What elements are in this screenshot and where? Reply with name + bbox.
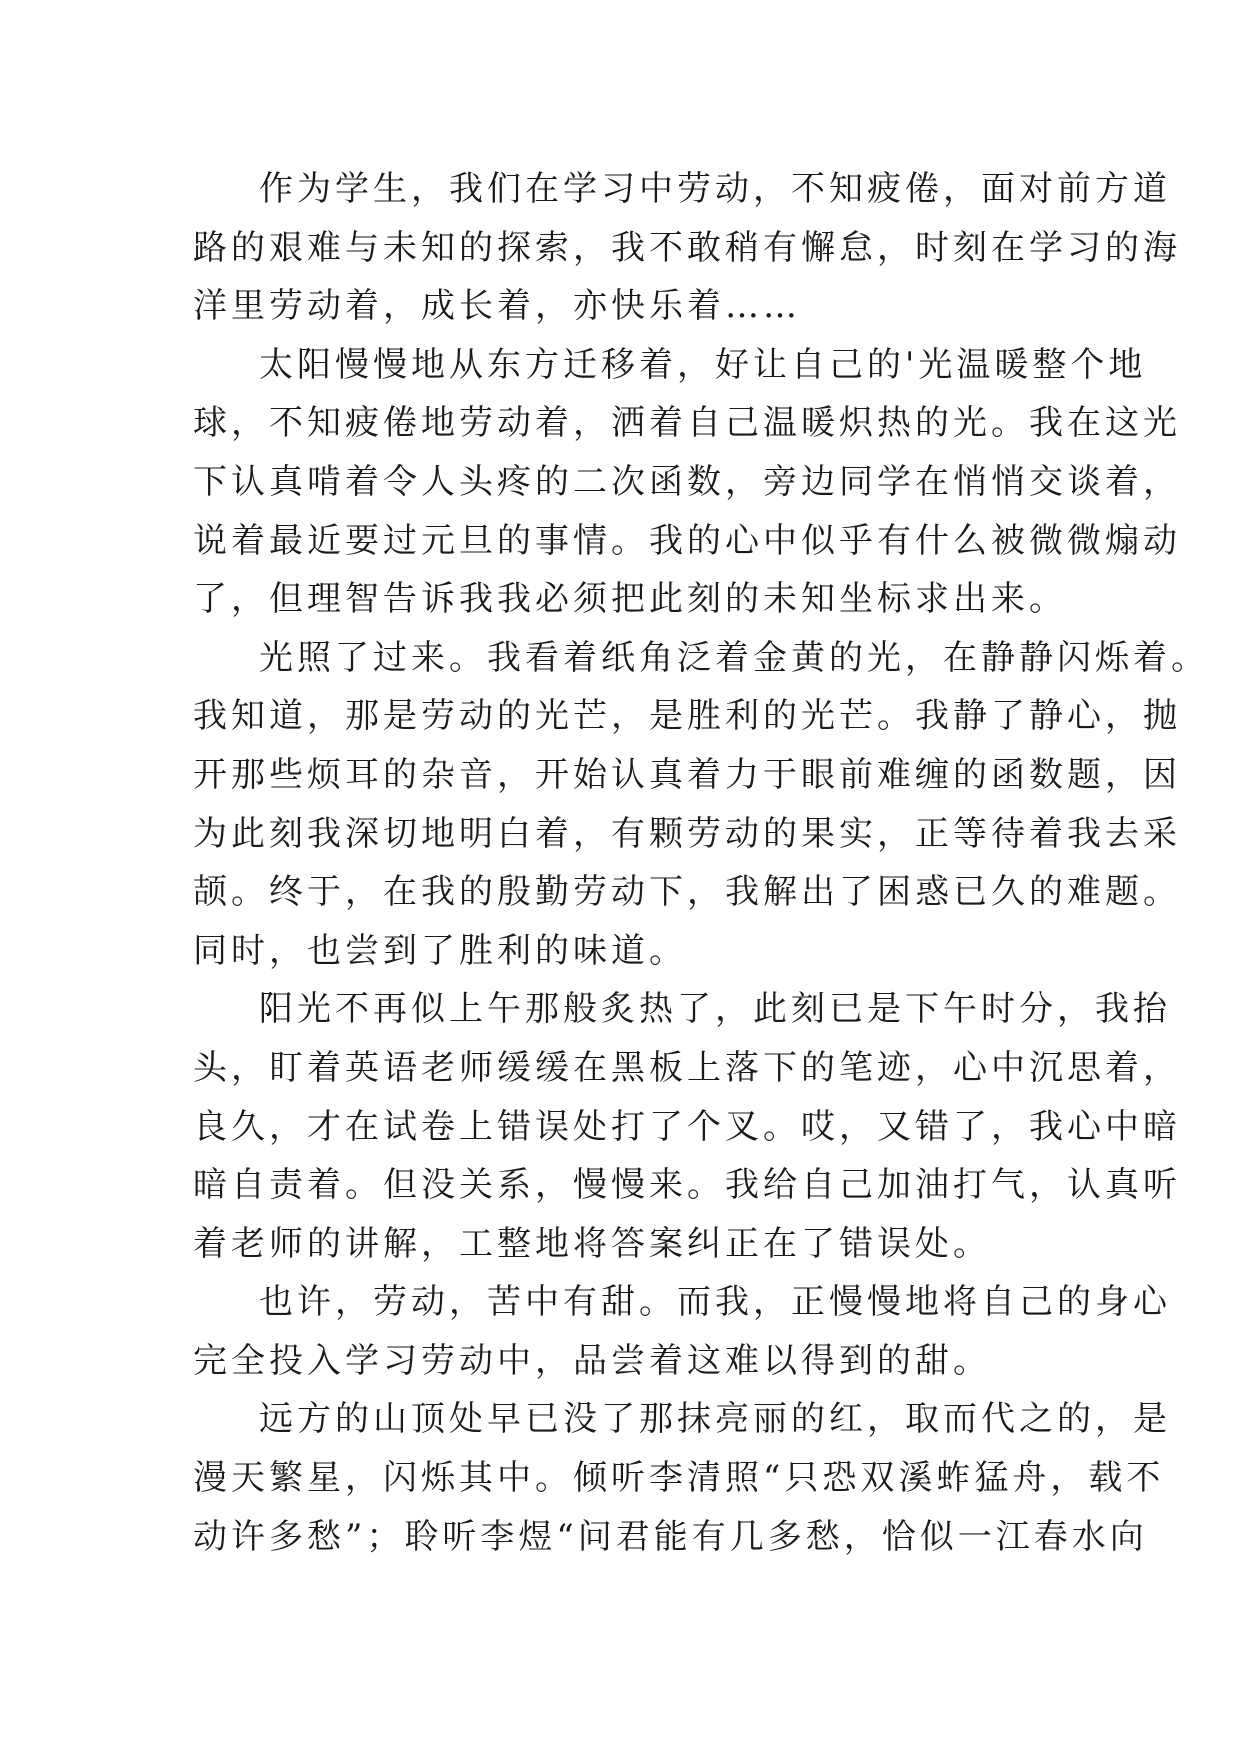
paragraph-5 xyxy=(193,1273,1171,1390)
document-page xyxy=(193,160,1209,1566)
text-line: 为此刻我深切地明白着，有颗劳动的果实，正等待着我去采 xyxy=(193,813,1181,854)
text-line: 球，不知疲倦地劳动着，洒着自己温暖炽热的光。我在这光 xyxy=(193,403,1181,444)
text-line: 开那些烦耳的杂音，开始认真着力于眼前难缠的函数题，因 xyxy=(193,754,1181,795)
paragraph-4 xyxy=(193,980,1181,1273)
text-line: 暗自责着。但没关系，慢慢来。我给自己加油打气，认真听 xyxy=(193,1165,1181,1206)
paragraph-6 xyxy=(193,1390,1171,1566)
text-line: 远方的山顶处早已没了那抹亮丽的红，取而代之的，是 xyxy=(259,1399,1171,1440)
text-line: 下认真啃着令人头疼的二次函数，旁边同学在悄悄交谈着， xyxy=(193,461,1181,502)
text-line: 了，但理智告诉我我必须把此刻的未知坐标求出来。 xyxy=(193,579,1067,620)
text-line: 良久，才在试卷上错误处打了个叉。哎，又错了，我心中暗 xyxy=(193,1106,1181,1147)
paragraph-1 xyxy=(193,160,1181,336)
text-line: 漫天繁星，闪烁其中。倾听李清照“只恐双溪蚱猛舟，载不 xyxy=(193,1458,1165,1499)
text-line: 太阳慢慢地从东方迁移着，好让自己的'光温暖整个地 xyxy=(259,344,1147,385)
paragraph-2 xyxy=(193,336,1181,629)
text-line: 路的艰难与未知的探索，我不敢稍有懈怠，时刻在学习的海 xyxy=(193,227,1181,268)
text-line: 着老师的讲解，工整地将答案纠正在了错误处。 xyxy=(193,1223,991,1264)
text-line: 也许，劳动，苦中有甜。而我，正慢慢地将自己的身心 xyxy=(259,1282,1171,1323)
text-line: 同时，也尝到了胜利的味道。 xyxy=(193,930,687,971)
paragraph-3 xyxy=(193,629,1209,981)
text-line: 我知道，那是劳动的光芒，是胜利的光芒。我静了静心，抛 xyxy=(193,696,1181,737)
text-line: 颉。终于，在我的殷勤劳动下，我解出了困惑已久的难题。 xyxy=(193,872,1181,913)
text-line: 说着最近要过元旦的事情。我的心中似乎有什么被微微煽动 xyxy=(193,520,1181,561)
text-line: 头，盯着英语老师缓缓在黑板上落下的笔迹，心中沉思着， xyxy=(193,1047,1181,1088)
text-line: 洋里劳动着，成长着，亦快乐着…… xyxy=(193,286,801,327)
text-line: 光照了过来。我看着纸角泛着金黄的光，在静静闪烁着。 xyxy=(259,637,1209,678)
text-line: 作为学生，我们在学习中劳动，不知疲倦，面对前方道 xyxy=(259,169,1171,209)
text-line: 动许多愁”；聆听李煜“问君能有几多愁，恰似一江春水向 xyxy=(193,1516,1148,1557)
text-line: 完全投入学习劳动中，品尝着这难以得到的甜。 xyxy=(193,1340,991,1381)
text-line: 阳光不再似上午那般炙热了，此刻已是下午时分，我抬 xyxy=(259,989,1171,1030)
